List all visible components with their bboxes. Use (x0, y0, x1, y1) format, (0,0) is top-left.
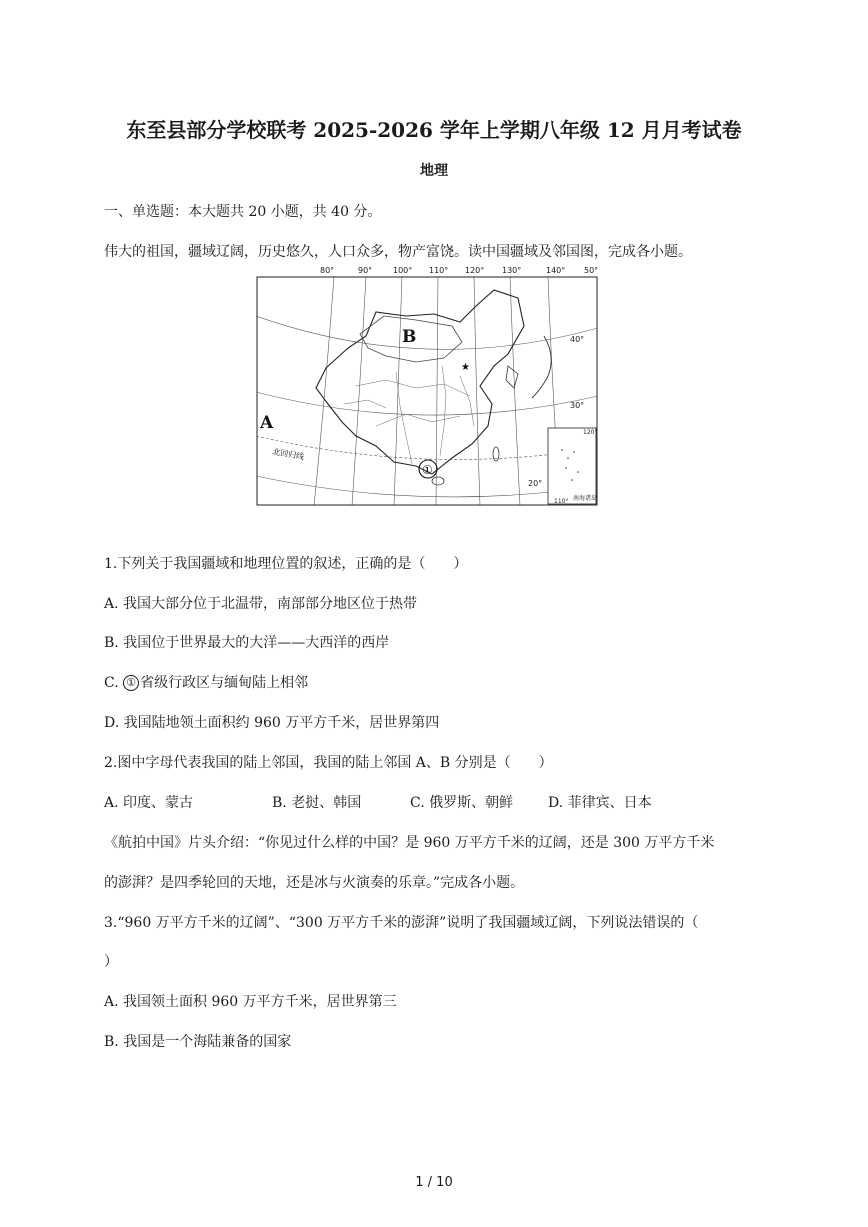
passage-2-line-1: 《航拍中国》片头介绍：“你见过什么样的中国？是 960 万平方千米的辽阔，还是 300 万平方千米 (104, 835, 715, 851)
lon-label-80: 80° (320, 266, 335, 275)
label-b: B (402, 327, 417, 347)
label-a: A (260, 413, 274, 433)
lat-label-40: 40° (570, 335, 585, 344)
lon-label-50: 50° (584, 266, 599, 275)
page-number: 1 / 10 (415, 1175, 453, 1190)
tropic-label: 北回归线 (271, 447, 305, 462)
section-heading: 一、单选题：本大题共 20 小题，共 40 分。 (104, 204, 382, 220)
question-1-option-a[interactable]: A. 我国大部分位于北温带，南部部分地区位于热带 (104, 596, 418, 612)
option-c-prefix: C. (104, 675, 119, 691)
inset-tick-bottom: 110° (554, 498, 569, 505)
lon-label-100: 100° (393, 266, 413, 275)
label-province-1: ① (422, 463, 433, 477)
china-territory-map (256, 276, 598, 506)
lat-label-20: 20° (528, 479, 543, 488)
inset-tick-top: 120° (583, 429, 598, 436)
option-c-text: 省级行政区与缅甸陆上相邻 (140, 675, 309, 691)
lon-label-120: 120° (465, 266, 485, 275)
question-2-option-b[interactable]: B. 老挝、韩国 (272, 795, 362, 811)
lon-label-140: 140° (546, 266, 566, 275)
question-3-option-a[interactable]: A. 我国领土面积 960 万平方千米，居世界第三 (104, 994, 397, 1010)
province-circle-marker: ① (123, 675, 139, 691)
lat-label-30: 30° (570, 401, 585, 410)
subject-title: 地理 (420, 163, 448, 179)
longitude-labels-row (256, 266, 598, 278)
inset-label: 南海诸岛 (573, 495, 598, 502)
question-1-stem: 1.下列关于我国疆域和地理位置的叙述，正确的是（ ） (104, 556, 468, 572)
question-3-option-b[interactable]: B. 我国是一个海陆兼备的国家 (104, 1034, 292, 1050)
question-3-stem-line-2: ） (104, 954, 118, 970)
lon-label-90: 90° (358, 266, 373, 275)
passage-2-line-2: 的澎湃？是四季轮回的天地，还是冰与火演奏的乐章。”完成各小题。 (104, 875, 525, 891)
question-2-options (104, 792, 764, 812)
question-2-option-a[interactable]: A. 印度、蒙古 (104, 795, 194, 811)
question-1-option-b[interactable]: B. 我国位于世界最大的大洋——大西洋的西岸 (104, 635, 390, 651)
exam-title: 东至县部分学校联考 2025-2026 学年上学期八年级 12 月月考试卷 (126, 118, 742, 142)
question-3-stem-line-1: 3.“960 万平方千米的辽阔”、“300 万平方千米的澎湃”说明了我国疆域辽阔，下列说法错误的（ (104, 915, 699, 931)
passage-intro: 伟大的祖国，疆域辽阔，历史悠久，人口众多，物产富饶。读中国疆域及邻国图，完成各小题。 (104, 244, 692, 260)
question-1-option-c[interactable] (104, 672, 308, 692)
question-2-option-c[interactable]: C. 俄罗斯、朝鲜 (410, 795, 514, 811)
question-2-stem: 2.图中字母代表我国的陆上邻国，我国的陆上邻国 A、B 分别是（ ） (104, 755, 553, 771)
lon-label-110: 110° (429, 266, 449, 275)
svg-text:★: ★ (461, 362, 470, 373)
question-2-option-d[interactable]: D. 菲律宾、日本 (548, 795, 652, 811)
lon-label-130: 130° (502, 266, 522, 275)
question-1-option-d[interactable]: D. 我国陆地领土面积约 960 万平方千米，居世界第四 (104, 715, 440, 731)
